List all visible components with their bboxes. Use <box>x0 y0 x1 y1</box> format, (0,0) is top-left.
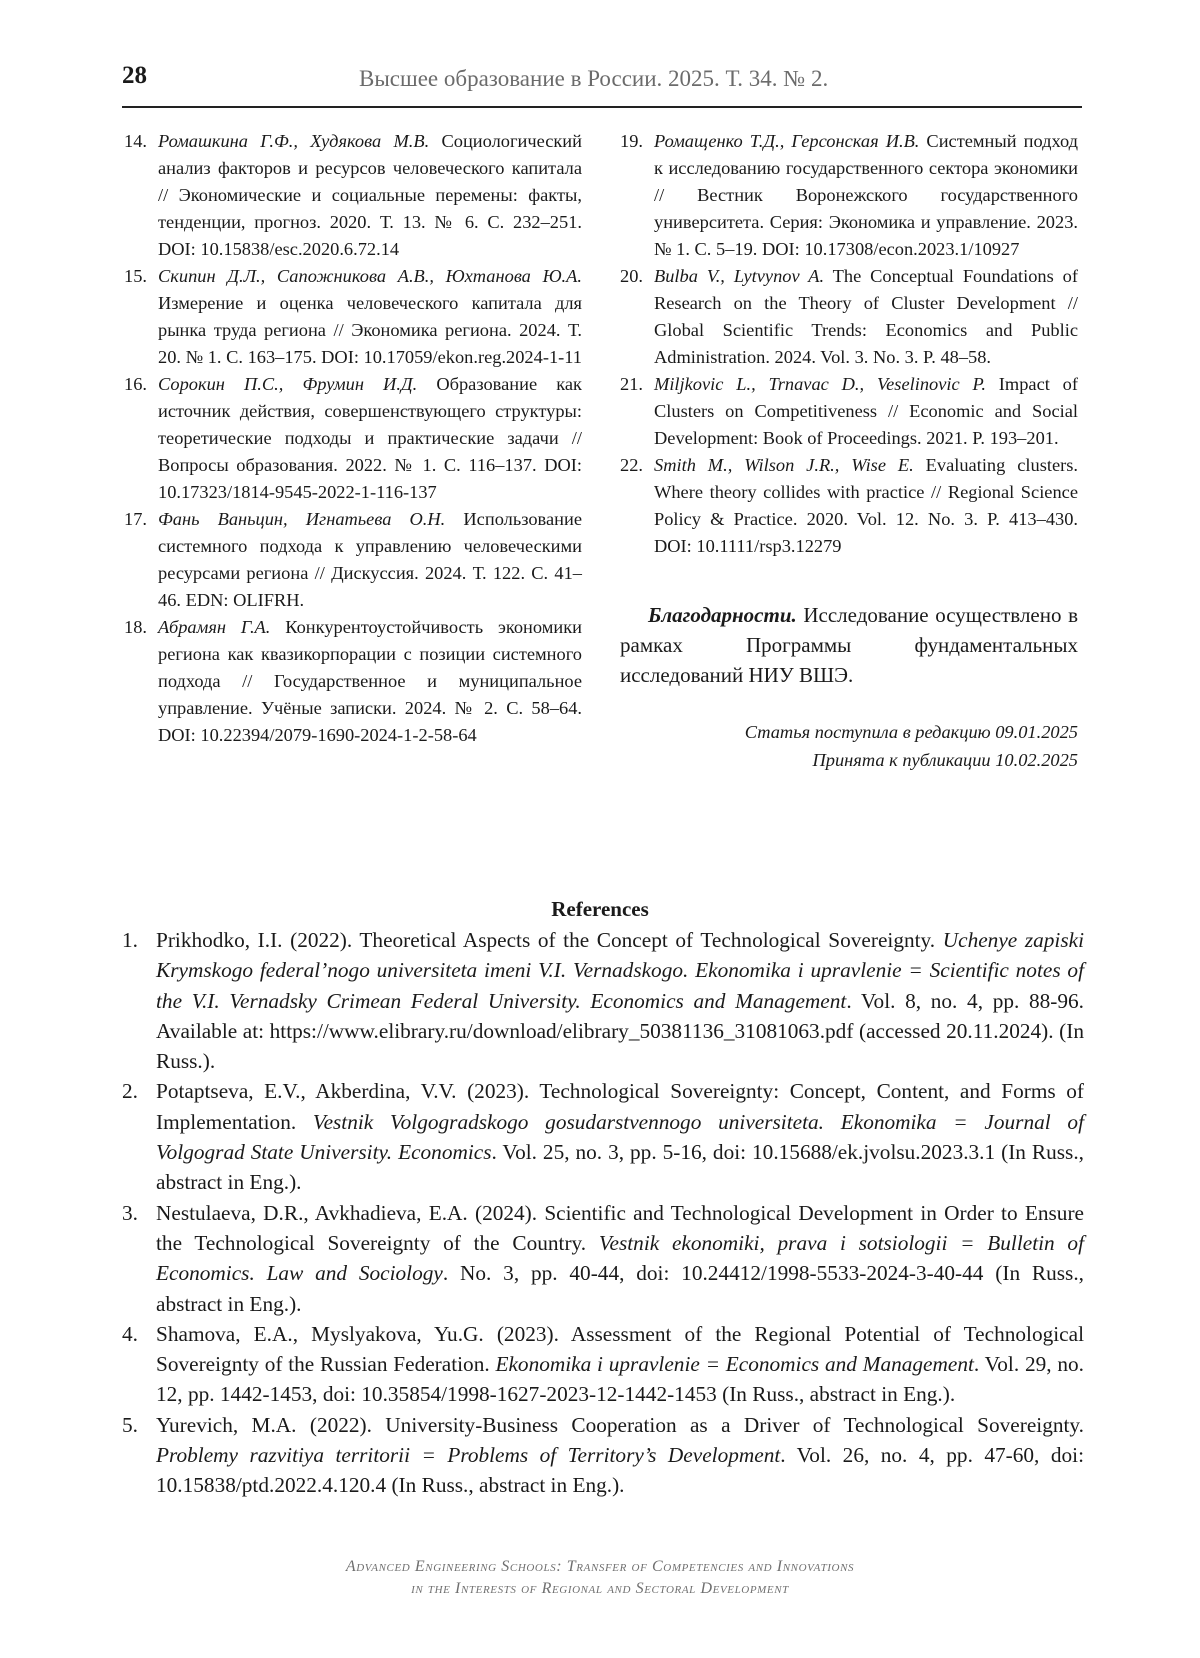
accepted-date: Принята к публикации 10.02.2025 <box>812 750 1078 770</box>
reference-authors: Скипин Д.Л., Сапожникова А.В., Юхтанова Ю.А. <box>158 266 582 286</box>
reference-item <box>122 1076 1084 1197</box>
reference-text: Evaluating clusters. Where theory collides with practice // Regional Science Policy & Practice. 2020. Vol. 12. No. 3. P. 413–430. DOI: 10.1111/rsp3.12279 <box>654 455 1078 556</box>
reference-source: Problemy razvitiya territorii = Problems of Territory’s Development <box>156 1443 781 1468</box>
reference-text: Potaptseva, E.V., Akberdina, V.V. (2023). Technological Sovereignty: Concept, Content, and Forms of Implementation. <box>156 1079 1084 1134</box>
reference-text: Системный подход к исследованию государственного сектора экономики // Вестник Воронежского государственного университета. Серия: Экономика и управление. 2023. № 1. С. 5–19. DOI: 10.17308/econ.2023.1/10927 <box>654 131 1078 259</box>
reference-item <box>124 128 582 263</box>
header-rule <box>122 106 1082 108</box>
reference-authors: Ромащенко Т.Д., Герсонская И.В. <box>654 131 920 151</box>
reference-authors: Сорокин П.С., Фрумин И.Д. <box>158 374 418 394</box>
reference-authors: Абрамян Г.А. <box>158 617 271 637</box>
reference-details: . Vol. 29, no. 12, pp. 1442-1453, doi: 10.35854/1998-1627-2023-12-1442-1453 (In Russ., abstract in Eng.). <box>156 1352 1084 1407</box>
reference-item <box>122 1198 1084 1319</box>
reference-number: 14. <box>124 131 147 151</box>
reference-number: 1. <box>122 928 138 952</box>
reference-details: . Vol. 8, no. 4, pp. 88-96. Available at: https://www.elibrary.ru/download/elibrary_50381136_31081063.pdf (accessed 20.11.2024). (In Russ.). <box>156 988 1084 1074</box>
article-dates <box>620 718 1078 774</box>
page-footer <box>0 1556 1200 1600</box>
reference-source: Uchenye zapiski Krymskogo federal’nogo universiteta imeni V.I. Vernadskogo. Ekonomika i upravlenie = Scientific notes of the V.I. Vernadsky Crimean Federal University. Economics and Management <box>156 928 1084 1013</box>
page-number: 28 <box>122 62 147 89</box>
reference-text: Impact of Clusters on Competitiveness // Economic and Social Development: Book of Proceedings. 2021. P. 193–201. <box>654 374 1078 448</box>
reference-source: Ekonomika i upravlenie = Economics and Management <box>495 1352 974 1377</box>
reference-text: The Conceptual Foundations of Research on the Theory of Cluster Development // Global Scientific Trends: Economics and Public Administration. 2024. Vol. 3. No. 3. P. 48–58. <box>654 266 1078 367</box>
reference-authors: Bulba V., Lytvynov A. <box>654 266 825 286</box>
reference-item <box>620 371 1078 452</box>
reference-number: 21. <box>620 374 643 394</box>
reference-item <box>124 506 582 614</box>
received-date: Статья поступила в редакцию 09.01.2025 <box>744 722 1078 742</box>
journal-title: Высшее образование в России. 2025. Т. 34. № 2. <box>359 66 829 91</box>
reference-authors: Smith M., Wilson J.R., Wise E. <box>654 455 914 475</box>
acknowledgment <box>620 600 1078 690</box>
reference-number: 18. <box>124 617 147 637</box>
reference-text: Shamova, E.A., Myslyakova, Yu.G. (2023). Assessment of the Regional Potential of Technological Sovereignty of the Russian Federation. <box>156 1321 1084 1377</box>
reference-text: Использование системного подхода к управлению человеческими ресурсами региона // Дискуссия. 2024. Т. 122. С. 41–46. EDN: OLIFRH. <box>158 509 583 610</box>
reference-text: Prikhodko, I.I. (2022). Theoretical Aspects of the Concept of Technological Sovereignty. <box>156 928 943 952</box>
reference-number: 19. <box>620 131 643 151</box>
reference-text: Yurevich, M.A. (2022). University-Business Cooperation as a Driver of Technological Sovereignty. <box>156 1412 1084 1437</box>
footer-line-2: in the Interests of Regional and Sectoral Development <box>411 1580 789 1597</box>
reference-source: Vestnik Volgogradskogo gosudarstvennogo universiteta. Ekonomika = Journal of Volgograd State University. Economics <box>156 1109 1084 1165</box>
reference-authors: Ромашкина Г.Ф., Худякова М.В. <box>158 131 430 151</box>
reference-authors: Фань Ваньцин, Игнатьева О.Н. <box>158 509 446 529</box>
right-column <box>620 128 1078 774</box>
reference-item <box>124 371 582 506</box>
reference-item <box>122 1319 1084 1410</box>
reference-item <box>124 263 582 371</box>
references-heading: References <box>551 897 649 921</box>
acknowledgment-text: Исследование осуществлено в рамках Программы фундаментальных исследований НИУ ВШЭ. <box>620 603 1078 687</box>
reference-source: Vestnik ekonomiki, prava i sotsiologii = Bulletin of Economics. Law and Sociology <box>156 1230 1084 1286</box>
reference-authors: Miljkovic L., Trnavac D., Veselinovic P. <box>654 374 986 394</box>
reference-number: 4. <box>122 1321 138 1346</box>
reference-text: Nestulaeva, D.R., Avkhadieva, E.A. (2024). Scientific and Technological Development in Order to Ensure the Technological Sovereignty of the Country. <box>156 1200 1084 1255</box>
references-list <box>122 925 1084 1501</box>
reference-number: 20. <box>620 266 643 286</box>
reference-details: . Vol. 26, no. 4, pp. 47-60, doi: 10.15838/ptd.2022.4.120.4 (In Russ., abstract in Eng.). <box>156 1443 1084 1498</box>
reference-item <box>124 614 582 749</box>
reference-details: . Vol. 25, no. 3, pp. 5-16, doi: 10.15688/ek.jvolsu.2023.3.1 (In Russ., abstract in Eng.). <box>156 1140 1084 1195</box>
reference-number: 3. <box>122 1200 138 1225</box>
reference-number: 2. <box>122 1079 138 1104</box>
reference-text: Социологический анализ факторов и ресурсов человеческого капитала // Экономические и социальные перемены: факты, тенденции, прогноз. 2020. Т. 13. № 6. С. 232–251. DOI: 10.15838/esc.2020.6.72.14 <box>158 131 582 259</box>
reference-number: 15. <box>124 266 147 286</box>
reference-item <box>620 452 1078 560</box>
page-header <box>122 62 1082 106</box>
left-column <box>124 128 582 749</box>
reference-number: 17. <box>124 509 147 529</box>
reference-number: 22. <box>620 455 643 475</box>
reference-details: . No. 3, pp. 40-44, doi: 10.24412/1998-5533-2024-3-40-44 (In Russ., abstract in Eng.). <box>156 1261 1084 1316</box>
reference-number: 16. <box>124 374 147 394</box>
footer-line-1: Advanced Engineering Schools: Transfer of Competencies and Innovations <box>345 1558 855 1575</box>
reference-text: Измерение и оценка человеческого капитала для рынка труда региона // Экономика региона. 2024. Т. 20. № 1. С. 163–175. DOI: 10.17059/ekon.reg.2024-1-11 <box>158 293 582 367</box>
reference-item <box>620 263 1078 371</box>
reference-number: 5. <box>122 1412 138 1437</box>
acknowledgment-heading: Благодарности. <box>648 603 797 627</box>
reference-text: Конкурентоустойчивость экономики региона как квазикорпорации с позиции системного подхода // Государственное и муниципальное управление. Учёные записки. 2024. № 2. С. 58–64. DOI: 10.22394/2079-1690-2024-1-2-58-64 <box>158 617 582 745</box>
reference-item <box>122 1410 1084 1501</box>
reference-item <box>620 128 1078 263</box>
reference-item <box>122 925 1084 1076</box>
reference-text: Образование как источник действия, совершенствующего структуры: теоретические подходы и практические задачи // Вопросы образования. 2022. № 1. С. 116–137. DOI: 10.17323/1814-9545-2022-1-116-137 <box>158 374 582 502</box>
